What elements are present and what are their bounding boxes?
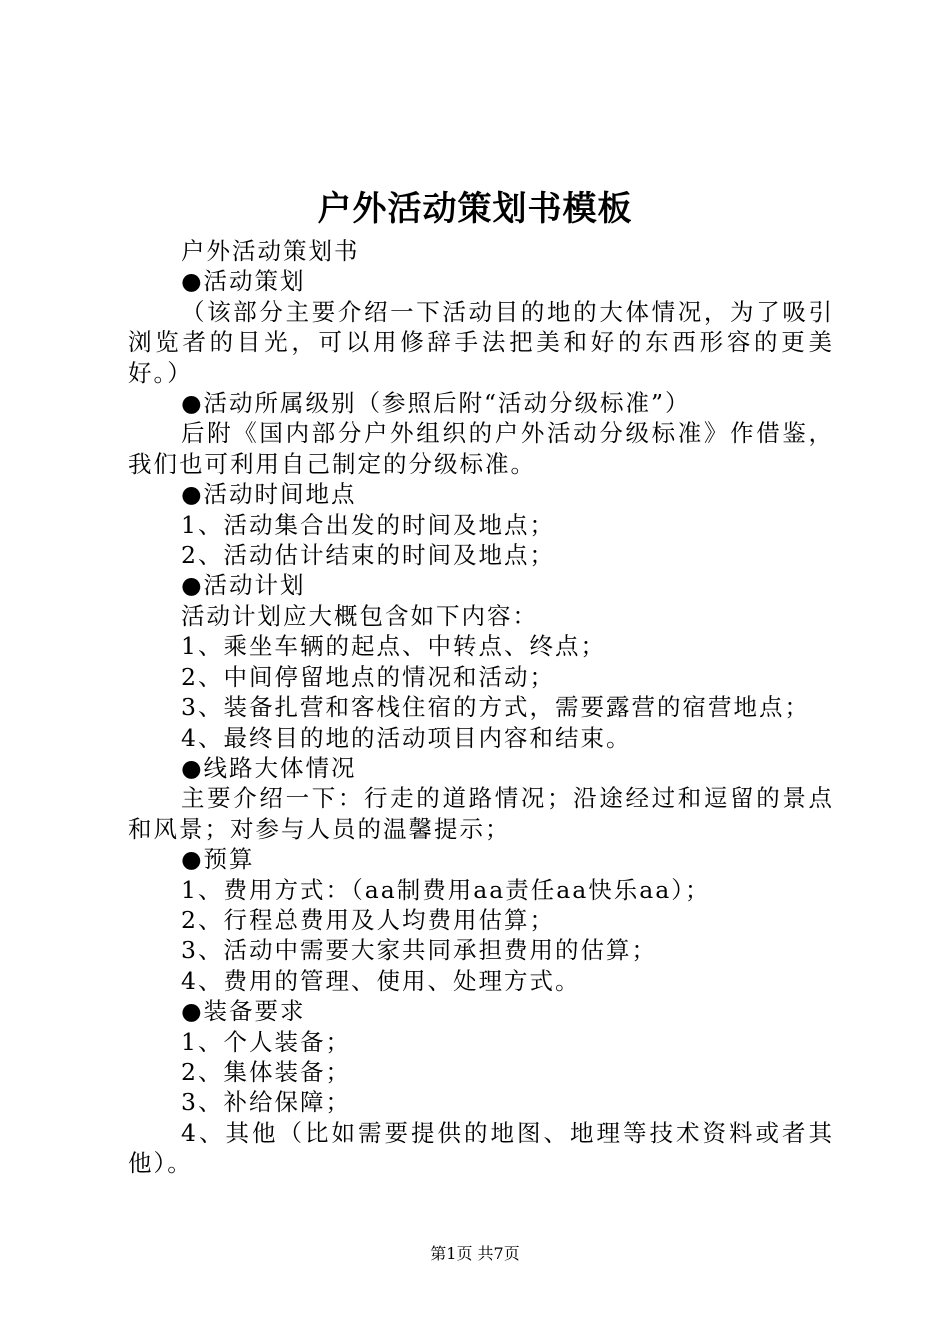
list-item: 1、活动集合出发的时间及地点； [181,510,555,539]
list-item: 2、行程总费用及人均费用估算； [181,905,555,934]
list-item: 4、费用的管理、使用、处理方式。 [181,966,581,995]
list-item: 1、乘坐车辆的起点、中转点、终点； [181,632,606,661]
paragraph: 户外活动策划书 [181,237,360,265]
paragraph: （该部分主要介绍一下活动目的地的大体情况，为了吸引浏览者的目光，可以用修辞手法把美和好的东西形容的更美好。） [128,297,834,387]
list-item: 4、最终目的地的活动项目内容和结束。 [181,723,632,752]
document-body [128,236,834,1179]
list-item: 4、其他（比如需要提供的地图、地理等技术资料或者其他）。 [128,1118,834,1178]
paragraph: 后附《国内部分户外组织的户外活动分级标准》作借鉴，我们也可利用自己制定的分级标准。 [128,419,834,478]
paragraph: 活动计划应大概包含如下内容： [181,601,538,630]
list-item: 3、装备扎营和客栈住宿的方式，需要露营的宿营地点； [181,693,810,722]
page-footer: 第1页 共7页 [430,1244,520,1263]
list-item: 1、个人装备； [181,1027,351,1056]
list-item: 3、补给保障； [181,1088,351,1117]
section-heading: ●活动计划 [181,571,306,600]
list-item: 2、活动估计结束的时间及地点； [181,541,555,570]
list-item: 2、中间停留地点的情况和活动； [181,662,555,691]
list-item: 2、集体装备； [181,1057,351,1086]
list-item: 3、活动中需要大家共同承担费用的估算； [181,936,657,965]
section-heading: ●活动所属级别（参照后附“活动分级标准”） [181,389,691,418]
paragraph: 主要介绍一下：行走的道路情况；沿途经过和逗留的景点和风景；对参与人员的温馨提示； [128,784,834,843]
section-heading: ●活动策划 [181,267,306,296]
section-heading: ●活动时间地点 [181,480,357,509]
section-heading: ●预算 [181,845,255,874]
section-heading: ●线路大体情况 [181,753,357,782]
section-heading: ●装备要求 [181,997,306,1026]
list-item: 1、费用方式：（aa制费用aa责任aa快乐aa）； [181,875,711,904]
document-title: 户外活动策划书模板 [317,189,633,229]
